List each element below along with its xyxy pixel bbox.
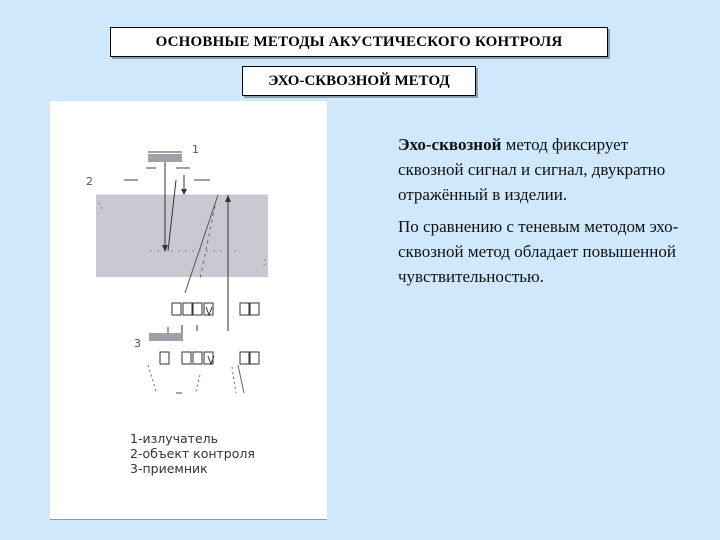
description-1-rest: метод фиксирует сквозной сигнал и сигнал, двукратно отражённый в изделии. [398, 135, 666, 204]
description-panel [398, 132, 698, 296]
method-diagram [50, 101, 327, 520]
description-paragraph-1 [398, 132, 698, 207]
slide-title [110, 27, 608, 57]
legend-item: 1-излучатель [130, 431, 218, 446]
legend-item: 3-приемник [130, 461, 208, 476]
legend-item: 2-объект контроля [130, 446, 255, 461]
label-object-number: 2 [86, 175, 93, 188]
label-receiver-number: 3 [134, 337, 141, 350]
signal-markers-bottom [160, 352, 259, 364]
method-title-text: ЭХО-СКВОЗНОЙ МЕТОД [268, 72, 450, 89]
description-paragraph-2: По сравнению с теневым методом эхо-сквозной метод обладает повышенной чувствительностью. [398, 217, 679, 286]
slide-title-text: ОСНОВНЫЕ МЕТОДЫ АКУСТИЧЕСКОГО КОНТРОЛЯ [155, 33, 563, 50]
emitter [148, 154, 182, 162]
diagram-legend [130, 431, 255, 476]
receiver [149, 333, 183, 341]
label-emitter-number: 1 [192, 143, 199, 156]
method-title [242, 66, 476, 96]
test-object [96, 195, 268, 277]
signal-markers-top [172, 303, 259, 315]
method-name: Эхо-сквозной [398, 135, 502, 154]
